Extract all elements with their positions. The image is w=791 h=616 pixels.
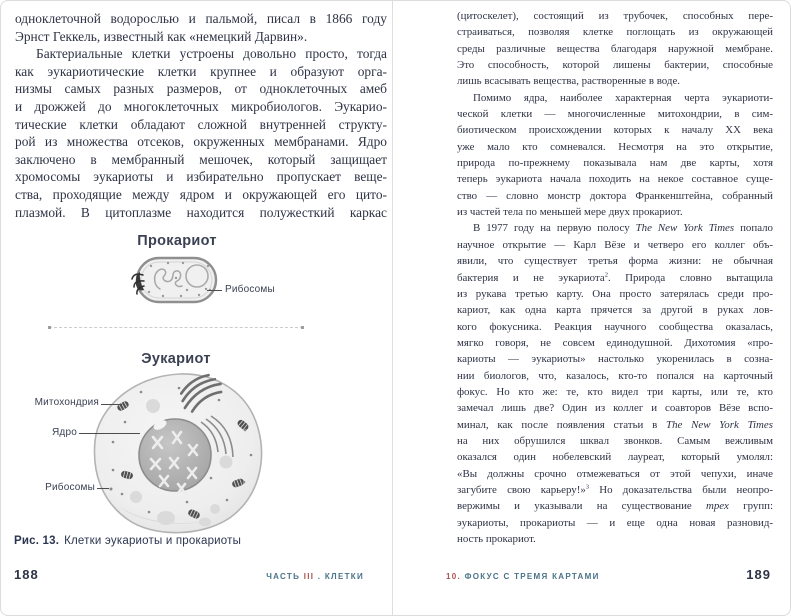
running-title-left [164,572,364,581]
text-line: минал, как после появления статьи в The New York Times [457,418,773,431]
page-number-left: 188 [14,567,39,582]
text-line: Помимо ядра, наиболее характерная черта эукариоти- [473,91,773,104]
prokaryote-ribosomes-label: Рибосомы [225,284,275,295]
text-line: биотическом происхождении которых к началу XX века [457,124,773,137]
text-line: ность прокариот. [457,533,536,545]
page-number-right: 189 [746,567,771,582]
page-gutter-divider [392,1,393,616]
text-line: природа по-прежнему показывала нам две карты, хотя [457,157,773,170]
eukaryote-nucleus-label: Ядро [52,427,77,438]
figure-caption-text: Клетки эукариоты и прокариоты [64,535,242,547]
text-line: нии биологов, что, казалось, кто-то попался на карточный [457,369,773,382]
text-line: оказался один нобелевский лауреат, который умолял: [457,451,773,464]
eukaryote-ribosomes-label: Рибосомы [45,482,95,493]
eukaryote-diagram-title: Эукариот [141,351,211,367]
text-line: кариот, как одна карта прячется за другой в руках лов- [457,304,773,317]
text-line: вержимы и указывали на существование трех групп: [457,500,774,513]
text-line: теперь эукариота начала походить на некое составное суще- [457,173,773,186]
left-page-body-text [15,10,387,221]
text-line: Бактериальные клетки устроены довольно просто, тогда [36,46,387,62]
text-line: на них обрушился шквал звонков. Самым вежливым [457,434,773,447]
text-line: уже мало кто сомневался. Несмотря на это открытие, [457,140,773,153]
text-line: кого фокусника. Реакция научного сообщества оказалась, [457,320,773,333]
text-line: одноклеточной водорослью и пальмой, писал в 1866 году [15,11,387,26]
text-line: страиваться, позволяя клетке поглощать из окружающей [457,26,773,39]
text-line: Эрнст Геккель, известный как «немецкий Дарвин». [15,28,308,44]
text-line: низмы самых разных размеров, от одноклеточных амеб [15,81,387,97]
text-line: Это способность, которой лишены бактерии, способные [457,59,773,72]
part-number: III [303,572,315,581]
text-line: среды различные вещества благодаря наружной мембране. [457,42,773,55]
section-divider [49,327,303,328]
text-line: В 1977 году на первую полосу The New York Times попало [473,222,774,235]
text-line: тические клетки обладают сложной внутренней структу- [15,116,387,132]
text-line: (цитоскелет), состоящий из трубочек, способных пере- [457,10,773,22]
text-line: «Вы должны срочно отмежеваться от этой чепухи, иначе [457,467,773,480]
figure-number: Рис. 13. [14,535,60,547]
text-line: как эукариотические клетки крупнее и образуют орга- [15,63,387,79]
text-line: эукариоты, прокариоты — и еще одна новая разновид- [457,516,773,529]
eukaryote-mitochondria-label: Митохондрия [34,397,99,408]
text-line: ства, проходящие между ядром и окружающей его цито- [15,186,387,202]
text-line: лишь всасывать вещества, растворенные в воде. [457,75,680,88]
text-line: загубите свою карьеру!»$^3$ Но доказательства были неопро- [457,483,773,496]
chapter-number: 10. [446,572,462,581]
text-line: научное открытие — Карл Вёзе и четверо его коллег объ- [457,238,773,251]
text-line: хромосомы эукариоты и избирательно пропускает веще- [15,169,387,185]
text-line: из рукава третью карту. Она просто затерялась среди про- [457,287,773,300]
part-label: ЧАСТЬ [266,572,301,581]
ribosomes-leader-line [207,290,222,291]
text-line: бактерия и не эукариота$^2$. Природа словно вытащила [457,270,774,284]
text-line: явили, что существует третья форма жизни: не обычная [457,255,773,268]
figure-caption [14,535,241,547]
running-title-right [446,572,600,581]
text-line: и дрожжей до многоклеточных микробиологов. Эукарио- [15,98,387,114]
text-line: кариоты — эукариоты» настолько укоренилась в созна- [457,353,773,366]
text-line: фокус. Но кто же: те, кто видел три карты, или те, кто [457,385,773,398]
nucleus [139,419,211,491]
nucleus-leader-line [79,433,140,434]
text-line: из частей тела по меньшей мере двух прокариот. [457,206,683,219]
mitochondria-leader-line [101,404,122,405]
part-section: . КЛЕТКИ [317,572,364,581]
text-line: заключено в мембранный мешочек, который защищает [15,151,387,167]
text-line: ческой клетки — многочисленные митохондрии, в сим- [457,108,773,121]
text-line: мягко говоря, не совсем единодушной. Дихотомия «про- [457,336,773,349]
text-line: плазмой. В цитоплазме находится полужесткий каркас [15,204,387,220]
ribosomes-leader-line-2 [97,488,109,489]
text-line: замечал лишь две? Один из коллег и соавторов Вёзе вспо- [457,402,773,415]
right-page-body-text [457,8,773,547]
prokaryote-diagram-title: Прокариот [137,233,217,249]
text-line: ство — словно монстр доктора Франкенштейна, собранный [457,189,773,202]
text-line: рой из множества отсеков, окруженных мембранами. Ядро [15,134,387,150]
eukaryote-cell-diagram [89,370,269,536]
prokaryote-cell-diagram [113,254,223,306]
chapter-title: ФОКУС С ТРЕМЯ КАРТАМИ [464,572,600,581]
